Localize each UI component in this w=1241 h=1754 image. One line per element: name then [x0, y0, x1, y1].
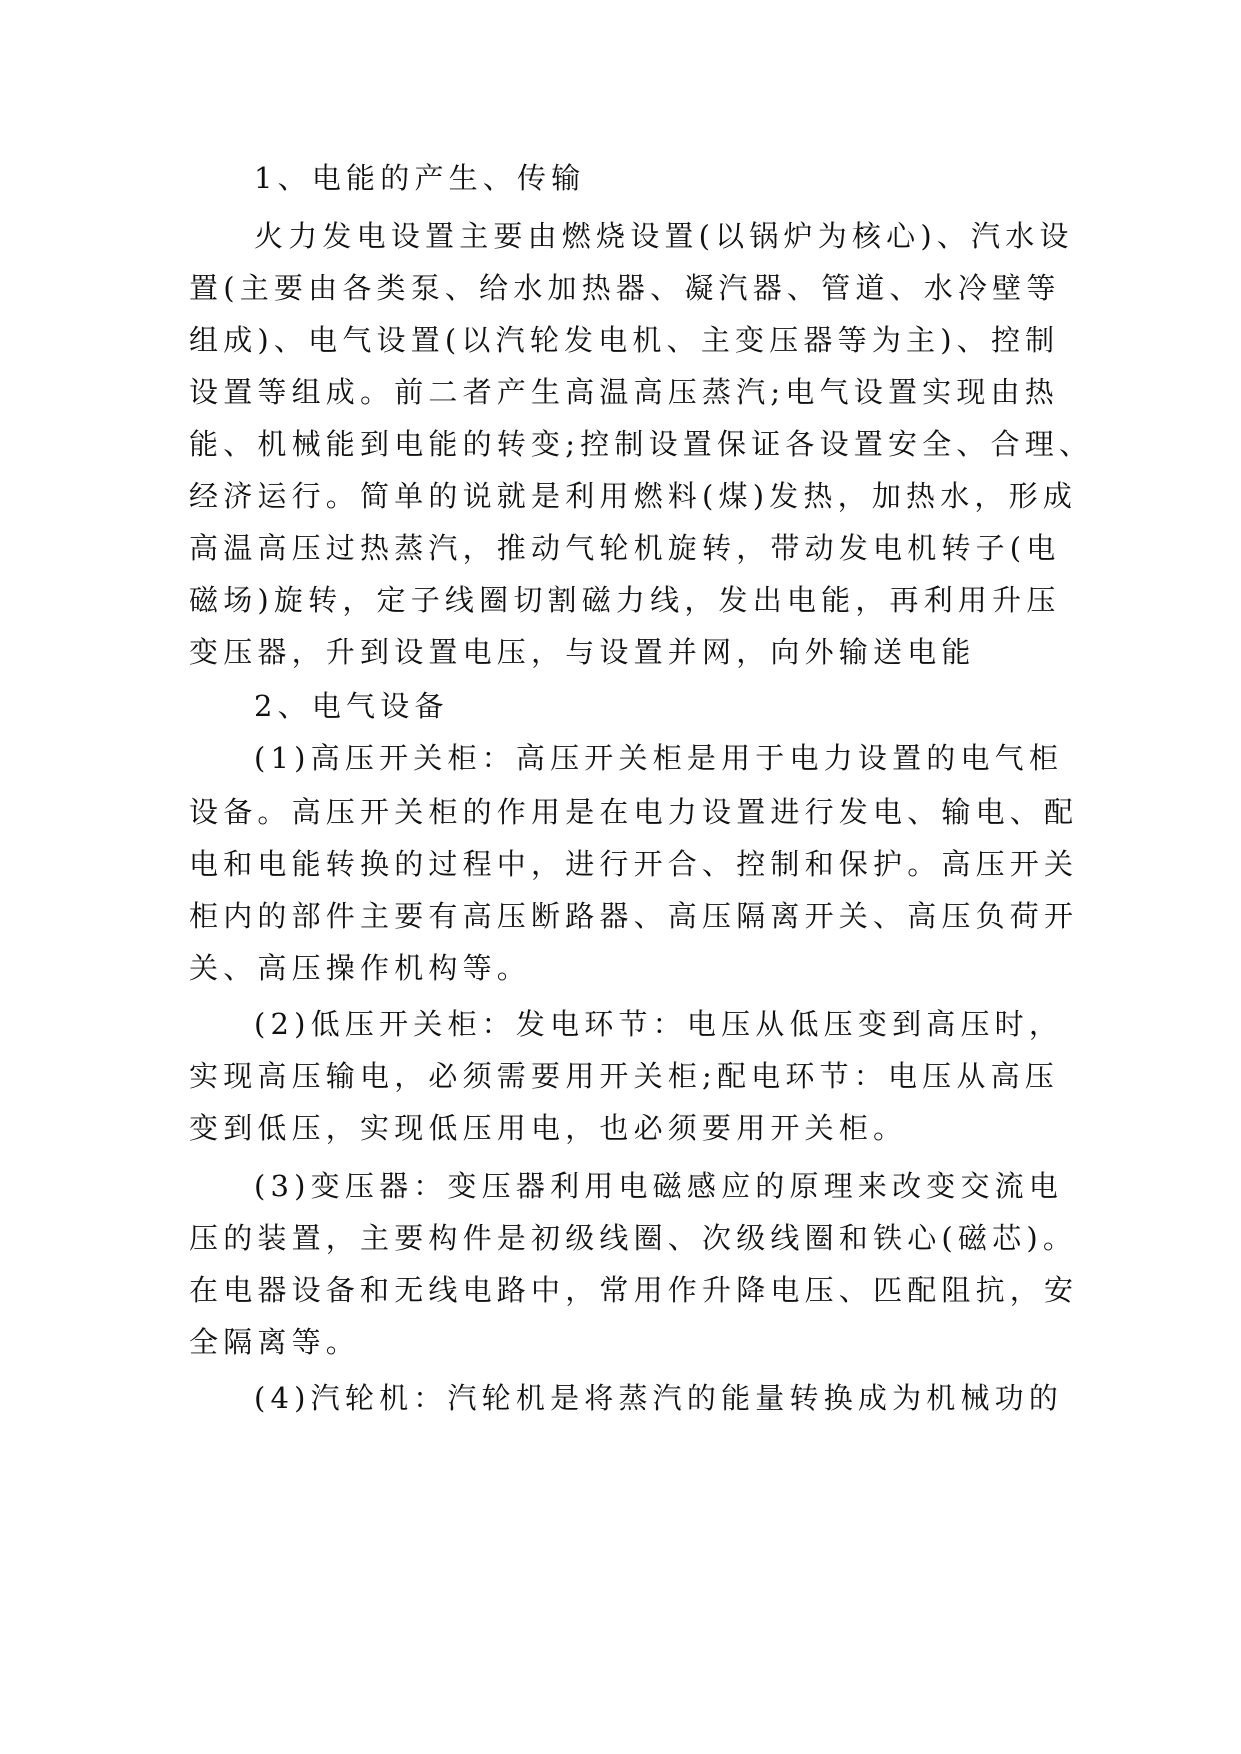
paragraph-line: (2)低压开关柜：发电环节：电压从低压变到高压时， — [254, 1007, 1064, 1041]
paragraph-line: 组成)、电气设置(以汽轮发电机、主变压器等为主)、控制 — [189, 323, 1060, 357]
paragraph-line: 变压器，升到设置电压，与设置并网，向外输送电能 — [189, 635, 976, 669]
paragraph-line: (4)汽轮机：汽轮机是将蒸汽的能量转换成为机械功的 — [254, 1381, 1064, 1415]
paragraph-line: 电和电能转换的过程中，进行开合、控制和保护。高压开关 — [189, 847, 1079, 881]
paragraph-line: 设备。高压开关柜的作用是在电力设置进行发电、输电、配 — [189, 795, 1079, 829]
paragraph-line: 磁场)旋转，定子线圈切割磁力线，发出电能，再利用升压 — [189, 583, 1061, 617]
paragraph-line: 全隔离等。 — [189, 1325, 361, 1359]
paragraph-line: 设置等组成。前二者产生高温高压蒸汽;电气设置实现由热 — [189, 375, 1059, 409]
paragraph-line: 火力发电设置主要由燃烧设置(以锅炉为核心)、汽水设 — [254, 219, 1074, 253]
paragraph-line: 置(主要由各类泵、给水加热器、凝汽器、管道、水冷壁等 — [189, 271, 1061, 305]
paragraph-line: 能、机械能到电能的转变;控制设置保证各设置安全、合理、 — [189, 427, 1094, 461]
paragraph-line: 高温高压过热蒸汽，推动气轮机旋转，带动发电机转子(电 — [189, 531, 1061, 565]
section-heading-power-generation: 1、电能的产生、传输 — [254, 161, 586, 195]
section-heading-electrical-equipment: 2、电气设备 — [254, 689, 449, 723]
paragraph-line: 关、高压操作机构等。 — [189, 951, 532, 985]
paragraph-line: 实现高压输电，必须需要用开关柜;配电环节：电压从高压 — [189, 1059, 1059, 1093]
paragraph-line: 变到低压，实现低压用电，也必须要用开关柜。 — [189, 1111, 908, 1145]
paragraph-line: 柜内的部件主要有高压断路器、高压隔离开关、高压负荷开 — [189, 899, 1079, 933]
paragraph-line: 在电器设备和无线电路中，常用作升降电压、匹配阻抗，安 — [189, 1273, 1079, 1307]
paragraph-line: (3)变压器：变压器利用电磁感应的原理来改变交流电 — [254, 1169, 1064, 1203]
paragraph-line: 经济运行。简单的说就是利用燃料(煤)发热，加热水，形成 — [189, 479, 1078, 513]
paragraph-line: 压的装置，主要构件是初级线圈、次级线圈和铁心(磁芯)。 — [189, 1221, 1078, 1255]
paragraph-line: (1)高压开关柜：高压开关柜是用于电力设置的电气柜 — [254, 741, 1064, 775]
